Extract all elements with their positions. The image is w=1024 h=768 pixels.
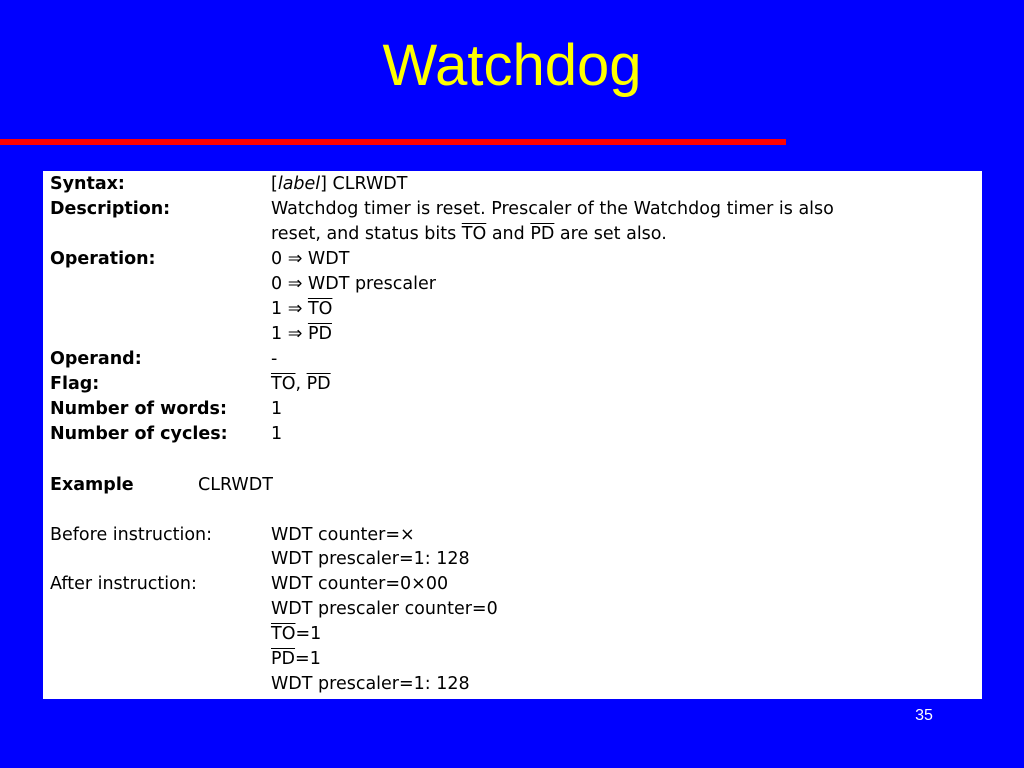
operation-step-3-prefix: 1 ⇒ [271,299,308,319]
after-value-4 [271,649,321,669]
operation-step-4 [271,324,332,344]
flag-value [271,374,331,394]
after-value-2: WDT prescaler counter=0 [271,599,498,619]
after-pd-bit: $\overline{PD}$ [271,649,296,669]
title-underline-rule [0,139,786,145]
instruction-panel [43,171,982,699]
page-number: 35 [915,707,933,724]
operation-step-4-prefix: 1 ⇒ [271,324,308,344]
operand-label: Operand: [50,349,142,369]
description-label: Description: [50,199,171,219]
example-code: CLRWDT [198,475,273,495]
description-text-a: reset, and status bits [271,224,462,244]
after-instruction-label: After instruction: [50,574,197,594]
syntax-value [271,174,407,194]
syntax-label-placeholder: label [277,174,321,194]
description-line-2 [271,224,667,244]
description-text-b: are set also. [554,224,667,244]
flag-pd-bit: $\overline{PD}$ [306,374,331,394]
operation-step-2: 0 ⇒ WDT prescaler [271,274,436,294]
operand-value: - [271,349,278,369]
after-value-3 [271,624,321,644]
description-text-and: and [486,224,531,244]
syntax-mnemonic: ] CLRWDT [320,174,408,194]
operation-step-4-bit: $\overline{PD}$ [307,324,332,344]
flag-to-bit: $\overline{TO}$ [271,374,296,394]
operation-step-1: 0 ⇒ WDT [271,249,350,269]
syntax-open-bracket: [ [271,174,278,194]
words-value: 1 [271,399,283,419]
cycles-label: Number of cycles: [50,424,228,444]
after-value-5: WDT prescaler=1: 128 [271,674,470,694]
before-value-1: WDT counter=× [271,525,415,545]
cycles-value: 1 [271,424,283,444]
after-pd-value: =1 [295,649,321,669]
before-instruction-label: Before instruction: [50,525,213,545]
description-to-bit: $\overline{TO}$ [461,224,487,244]
flag-label: Flag: [50,374,100,394]
example-label: Example [50,475,134,495]
operation-step-3 [271,299,332,319]
words-label: Number of words: [50,399,227,419]
after-value-1: WDT counter=0×00 [271,574,449,594]
syntax-label: Syntax: [50,174,125,194]
before-value-2: WDT prescaler=1: 128 [271,549,470,569]
slide-title: Watchdog [382,33,642,98]
operation-step-3-bit: $\overline{TO}$ [307,299,333,319]
description-line-1: Watchdog timer is reset. Prescaler of the Watchdog timer is also [271,199,834,219]
description-pd-bit: $\overline{PD}$ [530,224,555,244]
after-to-value: =1 [295,624,322,644]
after-to-bit: $\overline{TO}$ [271,624,296,644]
flag-separator: , [295,374,307,394]
operation-label: Operation: [50,249,156,269]
